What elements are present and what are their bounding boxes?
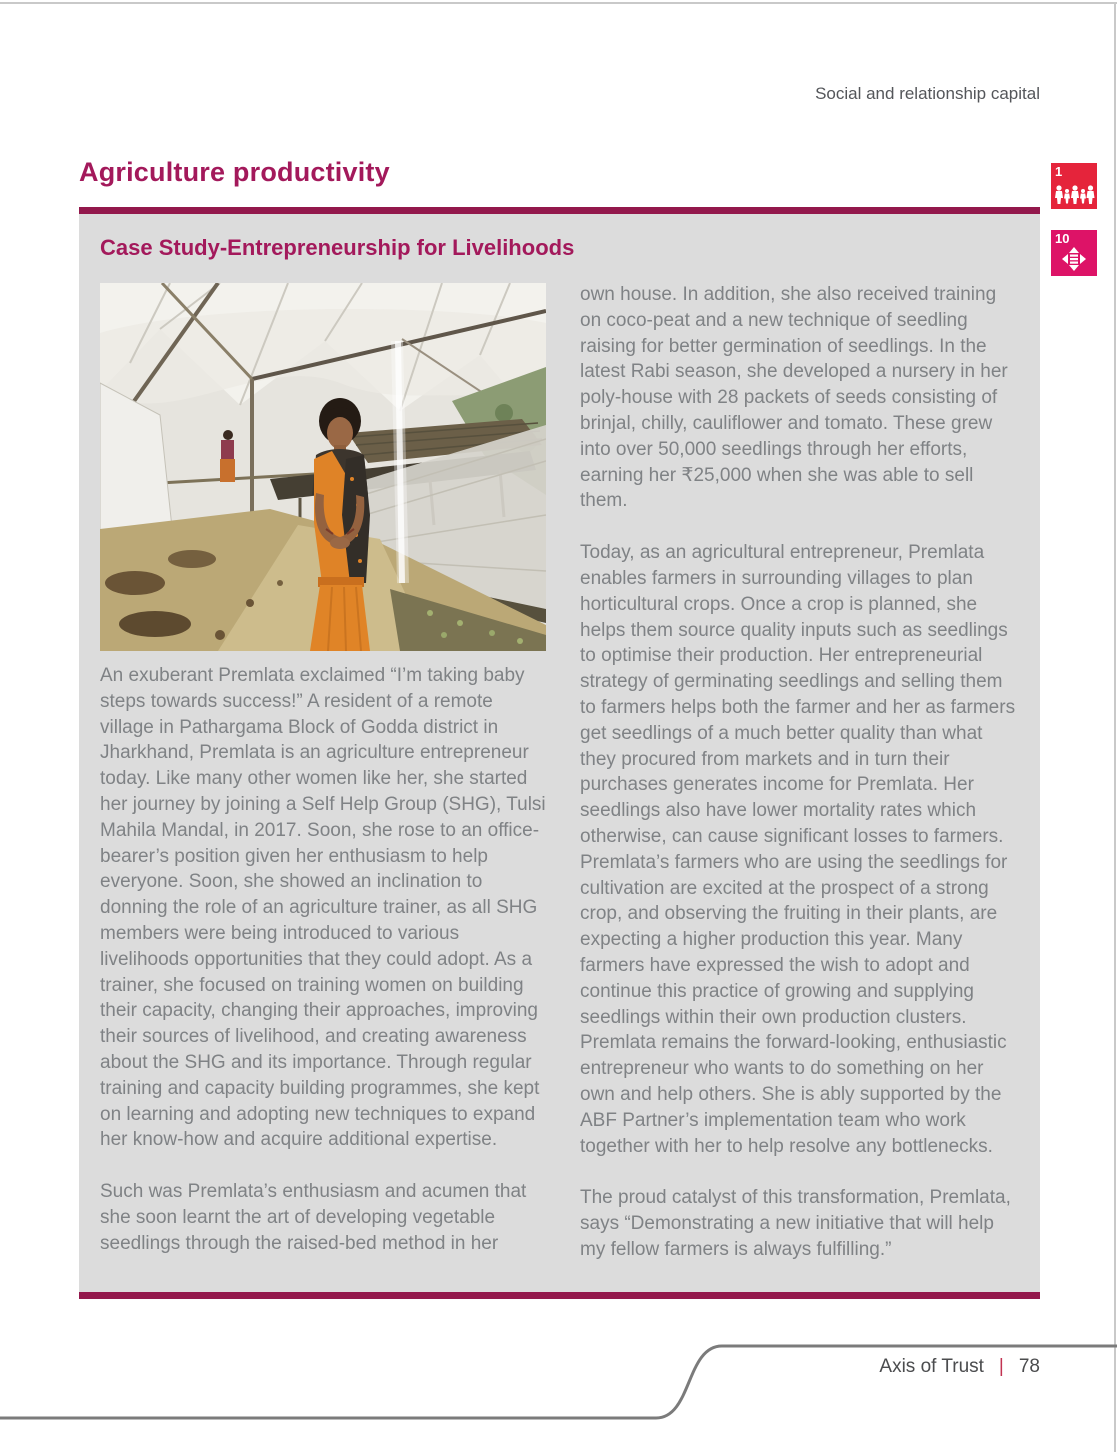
footer-separator: | <box>998 1356 1004 1377</box>
sdg-10-equality-glyph <box>1051 230 1097 276</box>
case-study-left-column <box>100 663 550 1283</box>
page-edge-right-line <box>1114 2 1116 1452</box>
sdg-1-no-poverty-icon <box>1051 163 1097 209</box>
top-divider-bar <box>79 207 1040 214</box>
paragraph: Today, as an agricultural entrepreneur, Premlata enables farmers in surrounding villages to plan horticultural crops. Once a crop is planned, she helps them source quality inputs such as seedlings to optimise their production. Her entrepreneurial strategy of germinating seedlings and selling them to farmers helps both the farmer and her as farmers get seedlings of a much better quality than what they procured from markets and in turn their purchases generates income for Premlata. Her seedlings also have lower mortality rates which otherwise, can cause significant losses to farmers. Premlata’s farmers who are using the seedlings for cultivation are excited at the prospect of a strong crop, and observing the fruiting in their plants, are expecting a higher production this year. Many farmers have expressed the wish to adopt and continue this practice of growing and supplying seedlings within their own production clusters. Premlata remains the forward-looking, enthusiastic entrepreneur who wants to do something on her own and help others. She is ably supported by the ABF Partner’s implementation team who work together with her to help resolve any bottlenecks. <box>580 542 1016 1157</box>
running-header: Social and relationship capital <box>815 84 1040 103</box>
sdg-number: 1 <box>1055 164 1063 179</box>
page-title: Agriculture productivity <box>79 157 390 187</box>
bottom-divider-bar <box>79 1292 1040 1299</box>
sdg-number: 10 <box>1055 231 1070 246</box>
case-study-heading: Case Study-Entrepreneurship for Livelihoods <box>100 235 575 260</box>
polyhouse-photo-illustration <box>100 283 546 651</box>
paragraph: An exuberant Premlata exclaimed “I’m taking baby steps towards success!” A resident of a remote village in Pathargama Block of Godda district in Jharkhand, Premlata is an agriculture entrepreneur today. Like many other women like her, she started her journey by joining a Self Help Group (SHG), Tulsi Mahila Mandal, in 2017. Soon, she rose to an office-bearer’s position given her enthusiasm to help everyone. Soon, she showed an inclination to donning the role of an agriculture trainer, as all SHG members were being introduced to various livelihoods opportunities that they could adopt. As a trainer, she focused on training women on building their capacity, changing their approaches, improving their sources of livelihood, and creating awareness about the SHG and its importance. Through regular training and capacity building programmes, she kept on learning and adopting new techniques to expand her know-how and acquire additional expertise. <box>100 665 546 1151</box>
sdg-1-people-glyph <box>1051 163 1097 209</box>
page-edge-top-line <box>0 2 1117 4</box>
page-footer <box>879 1356 1040 1378</box>
paragraph: The proud catalyst of this transformation, Premlata, says “Demonstrating a new initiative that will help my fellow farmers is always fulfilling.” <box>580 1187 1011 1260</box>
sdg-10-reduced-inequalities-icon <box>1051 230 1097 276</box>
footer-page-number: 78 <box>1018 1356 1040 1377</box>
paragraph: own house. In addition, she also received training on coco-peat and a new technique of seedling raising for better germination of seedlings. In the latest Rabi season, she developed a nursery in her poly-house with 28 packets of seeds consisting of brinjal, chilly, cauliflower and tomato. These grew into over 50,000 seedlings through her efforts, earning her ₹25,000 when she was able to sell them. <box>580 284 1008 512</box>
case-study-panel <box>79 214 1040 1292</box>
case-study-right-column <box>580 282 1021 1289</box>
polyhouse-photo <box>100 283 546 651</box>
footer-decorative-curve <box>0 1332 1117 1454</box>
paragraph: Such was Premlata’s enthusiasm and acumen that she soon learnt the art of developing vegetable seedlings through the raised-bed method in her <box>100 1181 527 1254</box>
footer-brand: Axis of Trust <box>879 1356 984 1377</box>
